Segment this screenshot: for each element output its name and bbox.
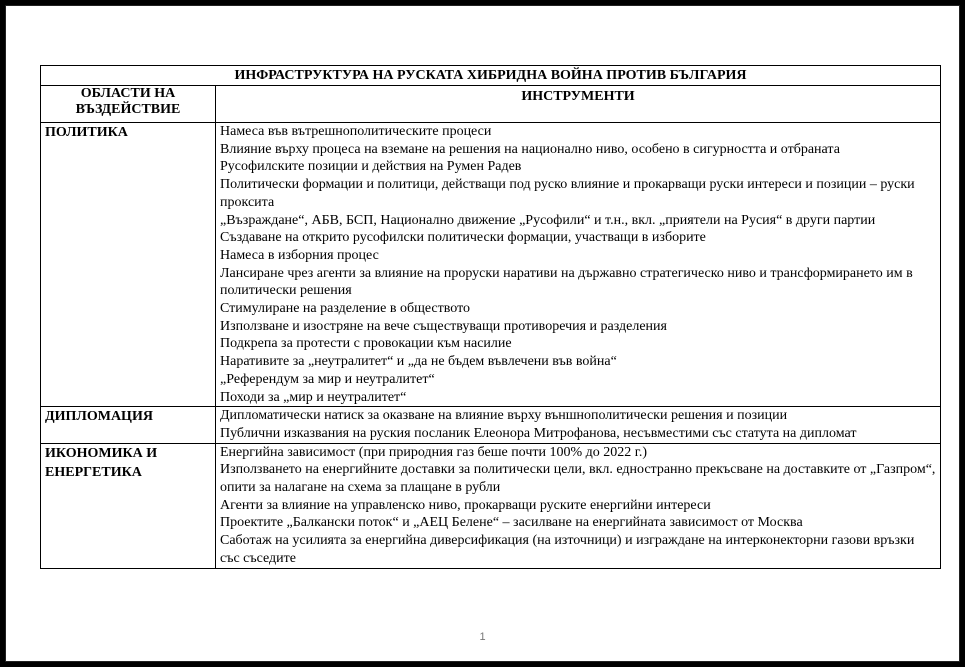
page-number: 1 [479, 631, 486, 643]
instrument-item: Влияние върху процеса на вземане на решения на национално ниво, особено в сигурността и отбраната [220, 141, 840, 157]
document-page [6, 6, 959, 661]
instrument-item: „Възраждане“, АБВ, БСП, Национално движение „Русофили“ и т.н., вкл. „приятели на Русия“ в други партии [220, 212, 876, 228]
instrument-item: Лансиране чрез агенти за влияние на проруски наративи на държавно стратегическо ниво и трансформирането им в политически решения [220, 265, 913, 299]
area-cell: ПОЛИТИКА [41, 123, 216, 407]
table-header-row [41, 86, 941, 123]
instrument-item: Създаване на открито русофилски политически формации, участващи в изборите [220, 230, 706, 246]
instruments-cell [216, 407, 941, 443]
table-row-diplomacy [41, 407, 941, 443]
table-title-row [41, 66, 941, 86]
instruments-cell [216, 443, 941, 568]
instrument-item: Намеса в изборния процес [220, 247, 379, 263]
instrument-item: Енергийна зависимост (при природния газ беше почти 100% до 2022 г.) [220, 444, 648, 460]
instrument-item: Намеса във вътрешнополитическите процеси [220, 124, 492, 139]
hybrid-war-table [40, 65, 941, 569]
instrument-item: Саботаж на усилията за енергийна диверсификация (на източници) и изграждане на интерконекторни газови връзки със съседите [220, 533, 915, 566]
instrument-item: Дипломатически натиск за оказване на влияние върху външнополитически решения и позиции [220, 408, 788, 424]
instrument-item: Походи за „мир и неутралитет“ [220, 389, 407, 405]
instrument-item: Използване и изостряне на вече съществуващи противоречия и разделения [220, 318, 667, 334]
table-title: ИНФРАСТРУКТУРА НА РУСКАТА ХИБРИДНА ВОЙНА ПРОТИВ БЪЛГАРИЯ [41, 66, 941, 86]
instrument-item: Публични изказвания на руския посланик Елеонора Митрофанова, несъвместими със статута на дипломат [220, 425, 857, 441]
area-cell: ДИПЛОМАЦИЯ [41, 407, 216, 443]
instrument-item: „Референдум за мир и неутралитет“ [220, 371, 435, 387]
instrument-item: Наративите за „неутралитет“ и „да не бъдем въвлечени във война“ [220, 354, 617, 370]
table-row-politics [41, 123, 941, 407]
instrument-item: Проектите „Балкански поток“ и „АЕЦ Белене“ – засилване на енергийната зависимост от Москва [220, 515, 803, 531]
instrument-item: Използването на енергийните доставки за политически цели, вкл. едностранно прекъсване на доставките от „Газпром“, опити за налагане на схема за плащане в рубли [220, 462, 936, 496]
column-header-areas: ОБЛАСТИ НА ВЪЗДЕЙСТВИЕ [41, 86, 216, 123]
area-cell: ИКОНОМИКА И ЕНЕРГЕТИКА [41, 443, 216, 568]
instrument-item: Агенти за влияние на управленско ниво, прокарващи руските енергийни интереси [220, 497, 711, 513]
instrument-item: Русофилските позиции и действия на Румен Радев [220, 159, 522, 175]
instrument-item: Стимулиране на разделение в обществото [220, 301, 471, 317]
instrument-item: Политически формации и политици, действащи под руско влияние и прокарващи руски интереси и позиции – руски проксита [220, 177, 915, 210]
instruments-cell [216, 123, 941, 407]
column-header-instruments: ИНСТРУМЕНТИ [216, 86, 941, 123]
table-row-economy-energy [41, 443, 941, 568]
instrument-item: Подкрепа за протести с провокации към насилие [220, 336, 512, 352]
